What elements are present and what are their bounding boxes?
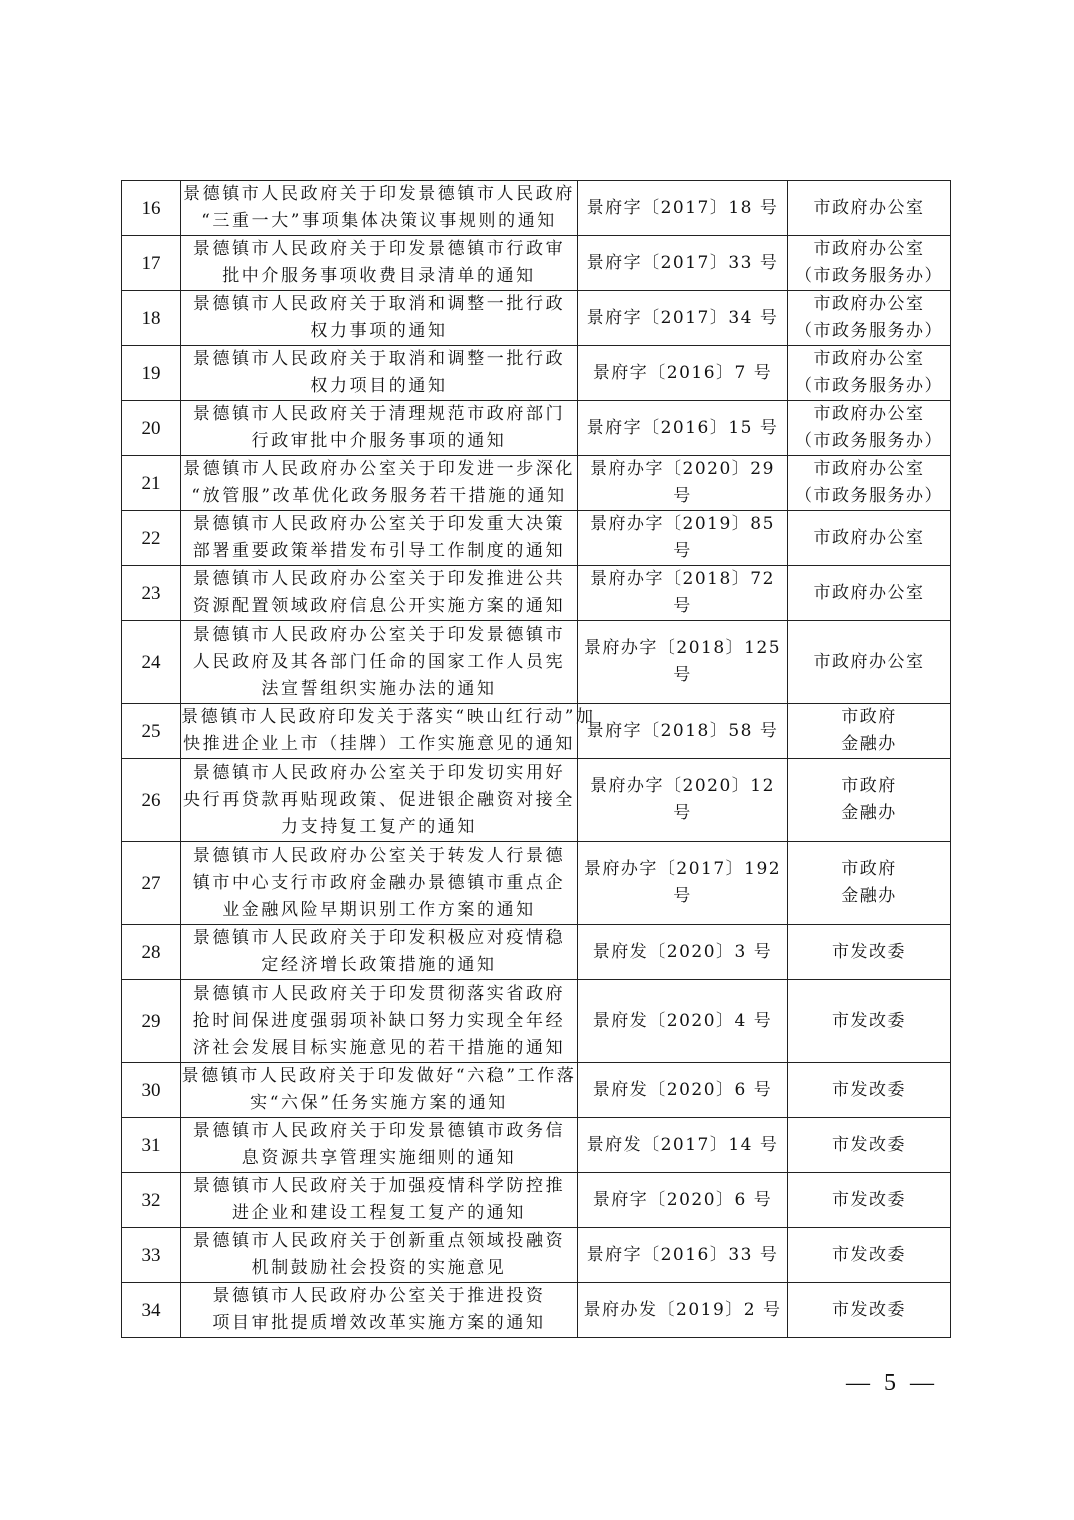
table-row <box>122 566 951 621</box>
department-line: （市政务服务办） <box>795 321 943 341</box>
row-number: 25 <box>122 704 181 759</box>
title-line: 景德镇市人民政府关于创新重点领域投融资 <box>192 1231 566 1251</box>
document-number: 景府字〔2017〕33 号 <box>578 236 788 291</box>
document-number: 景府办字〔2018〕72 号 <box>578 566 788 621</box>
responsible-department <box>788 704 951 759</box>
title-line: 行政审批中介服务事项的通知 <box>251 431 507 451</box>
title-line: 权力事项的通知 <box>310 321 448 341</box>
table-row <box>122 842 951 925</box>
row-number: 27 <box>122 842 181 925</box>
title-line: 景德镇市人民政府关于印发积极应对疫情稳 <box>192 928 566 948</box>
document-number: 景府发〔2020〕3 号 <box>578 925 788 980</box>
document-title <box>181 181 578 236</box>
title-line: 业金融风险早期识别工作方案的通知 <box>222 899 536 920</box>
title-line: 央行再贷款再贴现政策、促进银企融资对接全 <box>183 789 575 810</box>
department-line: 市发改委 <box>832 1079 906 1100</box>
document-title <box>181 1118 578 1173</box>
department-line: （市政务服务办） <box>795 376 943 396</box>
table-row <box>122 925 951 980</box>
responsible-department <box>788 566 951 621</box>
document-title <box>181 291 578 346</box>
title-line: 景德镇市人民政府办公室关于印发推进公共 <box>192 569 566 589</box>
table-row <box>122 1173 951 1228</box>
title-line: “三重一大”事项集体决策议事规则的通知 <box>201 211 557 231</box>
document-number: 景府发〔2017〕14 号 <box>578 1118 788 1173</box>
department-line: 市政府办公室 <box>813 582 925 603</box>
title-line: 景德镇市人民政府办公室关于推进投资 <box>212 1286 546 1306</box>
title-line: 景德镇市人民政府印发关于落实“映山红行动”加 <box>181 707 596 727</box>
responsible-department <box>788 1118 951 1173</box>
row-number: 24 <box>122 621 181 704</box>
title-line: 力支持复工复产的通知 <box>281 816 477 837</box>
responsible-department <box>788 456 951 511</box>
responsible-department <box>788 1063 951 1118</box>
title-line: 权力项目的通知 <box>310 376 448 396</box>
responsible-department <box>788 980 951 1063</box>
responsible-department <box>788 236 951 291</box>
table-row <box>122 1118 951 1173</box>
document-title <box>181 566 578 621</box>
title-line: 景德镇市人民政府关于取消和调整一批行政 <box>192 349 566 369</box>
responsible-department <box>788 511 951 566</box>
title-line: 部署重要政策举措发布引导工作制度的通知 <box>192 541 566 561</box>
title-line: 定经济增长政策措施的通知 <box>261 955 497 975</box>
row-number: 28 <box>122 925 181 980</box>
table-row <box>122 759 951 842</box>
responsible-department <box>788 759 951 842</box>
department-line: 市发改委 <box>832 1134 906 1155</box>
table-row <box>122 401 951 456</box>
document-title <box>181 346 578 401</box>
title-line: 景德镇市人民政府办公室关于转发人行景德 <box>192 845 566 866</box>
department-line: 市发改委 <box>832 941 906 962</box>
table-row <box>122 456 951 511</box>
department-line: 市政府 <box>841 859 897 879</box>
responsible-department <box>788 842 951 925</box>
table-row <box>122 291 951 346</box>
document-title <box>181 1173 578 1228</box>
document-number: 景府办字〔2020〕29 号 <box>578 456 788 511</box>
responsible-department <box>788 925 951 980</box>
responsible-department <box>788 346 951 401</box>
responsible-department <box>788 291 951 346</box>
title-line: 景德镇市人民政府关于印发景德镇市人民政府 <box>183 184 575 204</box>
department-line: 市发改委 <box>832 1299 906 1320</box>
department-line: 市政府办公室 <box>813 404 925 424</box>
department-line: 市政府办公室 <box>813 294 925 314</box>
department-line: （市政务服务办） <box>795 431 943 451</box>
table-row <box>122 704 951 759</box>
row-number: 33 <box>122 1228 181 1283</box>
title-line: 景德镇市人民政府办公室关于印发景德镇市 <box>192 624 566 645</box>
department-line: 金融办 <box>841 886 897 906</box>
row-number: 23 <box>122 566 181 621</box>
department-line: 市政府办公室 <box>813 239 925 259</box>
document-title <box>181 401 578 456</box>
title-line: 景德镇市人民政府关于印发景德镇市行政审 <box>192 239 566 259</box>
department-line: 市发改委 <box>832 1244 906 1265</box>
document-table <box>121 180 951 1338</box>
row-number: 21 <box>122 456 181 511</box>
table-row <box>122 346 951 401</box>
department-line: 市政府 <box>841 707 897 727</box>
department-line: （市政务服务办） <box>795 486 943 506</box>
title-line: 景德镇市人民政府关于印发贯彻落实省政府 <box>192 983 566 1004</box>
table-row <box>122 181 951 236</box>
department-line: （市政务服务办） <box>795 266 943 286</box>
document-number: 景府字〔2017〕34 号 <box>578 291 788 346</box>
page-number: — 5 — <box>846 1370 938 1396</box>
document-title <box>181 236 578 291</box>
row-number: 22 <box>122 511 181 566</box>
title-line: 景德镇市人民政府关于清理规范市政府部门 <box>192 404 566 424</box>
document-number: 景府办字〔2020〕12 号 <box>578 759 788 842</box>
document-number: 景府字〔2020〕6 号 <box>578 1173 788 1228</box>
document-number: 景府字〔2016〕33 号 <box>578 1228 788 1283</box>
document-title <box>181 511 578 566</box>
title-line: 景德镇市人民政府关于加强疫情科学防控推 <box>192 1176 566 1196</box>
responsible-department <box>788 1228 951 1283</box>
table-row <box>122 980 951 1063</box>
department-line: 金融办 <box>841 734 897 754</box>
title-line: 法宣誓组织实施办法的通知 <box>261 678 497 699</box>
department-line: 市政府办公室 <box>813 459 925 479</box>
title-line: 抢时间保进度强弱项补缺口努力实现全年经 <box>192 1010 566 1031</box>
document-number: 景府字〔2018〕58 号 <box>578 704 788 759</box>
title-line: 进企业和建设工程复工复产的通知 <box>232 1203 526 1223</box>
responsible-department <box>788 621 951 704</box>
document-number: 景府字〔2016〕15 号 <box>578 401 788 456</box>
row-number: 29 <box>122 980 181 1063</box>
department-line: 市发改委 <box>832 1189 906 1210</box>
row-number: 26 <box>122 759 181 842</box>
row-number: 18 <box>122 291 181 346</box>
table-row <box>122 1228 951 1283</box>
table-row <box>122 236 951 291</box>
title-line: 息资源共享管理实施细则的通知 <box>241 1148 517 1168</box>
document-number: 景府字〔2016〕7 号 <box>578 346 788 401</box>
document-title <box>181 1283 578 1338</box>
table-row <box>122 1063 951 1118</box>
responsible-department <box>788 1173 951 1228</box>
document-title <box>181 621 578 704</box>
title-line: 景德镇市人民政府关于取消和调整一批行政 <box>192 294 566 314</box>
title-line: 济社会发展目标实施意见的若干措施的通知 <box>192 1037 566 1058</box>
responsible-department <box>788 181 951 236</box>
document-title <box>181 925 578 980</box>
department-line: 市政府办公室 <box>813 651 925 672</box>
row-number: 17 <box>122 236 181 291</box>
document-number: 景府发〔2020〕6 号 <box>578 1063 788 1118</box>
title-line: 人民政府及其各部门任命的国家工作人员宪 <box>192 651 566 672</box>
title-line: “放管服”改革优化政务服务若干措施的通知 <box>191 486 567 506</box>
responsible-department <box>788 1283 951 1338</box>
document-title <box>181 1228 578 1283</box>
title-line: 景德镇市人民政府办公室关于印发切实用好 <box>192 762 566 783</box>
title-line: 镇市中心支行市政府金融办景德镇市重点企 <box>192 872 566 893</box>
row-number: 31 <box>122 1118 181 1173</box>
document-number: 景府办字〔2019〕85 号 <box>578 511 788 566</box>
document-title <box>181 456 578 511</box>
document-title <box>181 1063 578 1118</box>
title-line: 机制鼓励社会投资的实施意见 <box>251 1258 507 1278</box>
document-title <box>181 980 578 1063</box>
title-line: 资源配置领域政府信息公开实施方案的通知 <box>192 596 566 616</box>
table-row <box>122 1283 951 1338</box>
table-row <box>122 511 951 566</box>
row-number: 32 <box>122 1173 181 1228</box>
document-title <box>181 704 596 759</box>
department-line: 市政府 <box>841 776 897 796</box>
document-title <box>181 842 578 925</box>
department-line: 市政府办公室 <box>813 197 925 218</box>
row-number: 20 <box>122 401 181 456</box>
title-line: 快推进企业上市（挂牌）工作实施意见的通知 <box>183 734 575 754</box>
title-line: 项目审批提质增效改革实施方案的通知 <box>212 1313 546 1333</box>
document-title <box>181 759 578 842</box>
title-line: 景德镇市人民政府关于印发做好“六稳”工作落 <box>181 1066 577 1086</box>
row-number: 34 <box>122 1283 181 1338</box>
department-line: 市政府办公室 <box>813 527 925 548</box>
row-number: 30 <box>122 1063 181 1118</box>
department-line: 市政府办公室 <box>813 349 925 369</box>
document-number: 景府发〔2020〕4 号 <box>578 980 788 1063</box>
title-line: 景德镇市人民政府关于印发景德镇市政务信 <box>192 1121 566 1141</box>
row-number: 16 <box>122 181 181 236</box>
department-line: 金融办 <box>841 803 897 823</box>
row-number: 19 <box>122 346 181 401</box>
document-number: 景府办字〔2017〕192 号 <box>578 842 788 925</box>
department-line: 市发改委 <box>832 1010 906 1031</box>
responsible-department <box>788 401 951 456</box>
document-number: 景府办发〔2019〕2 号 <box>578 1283 788 1338</box>
title-line: 实“六保”任务实施方案的通知 <box>250 1093 508 1113</box>
title-line: 景德镇市人民政府办公室关于印发重大决策 <box>192 514 566 534</box>
title-line: 景德镇市人民政府办公室关于印发进一步深化 <box>183 459 575 479</box>
table-row <box>122 621 951 704</box>
document-number: 景府办字〔2018〕125 号 <box>578 621 788 704</box>
document-number: 景府字〔2017〕18 号 <box>578 181 788 236</box>
title-line: 批中介服务事项收费目录清单的通知 <box>222 266 536 286</box>
